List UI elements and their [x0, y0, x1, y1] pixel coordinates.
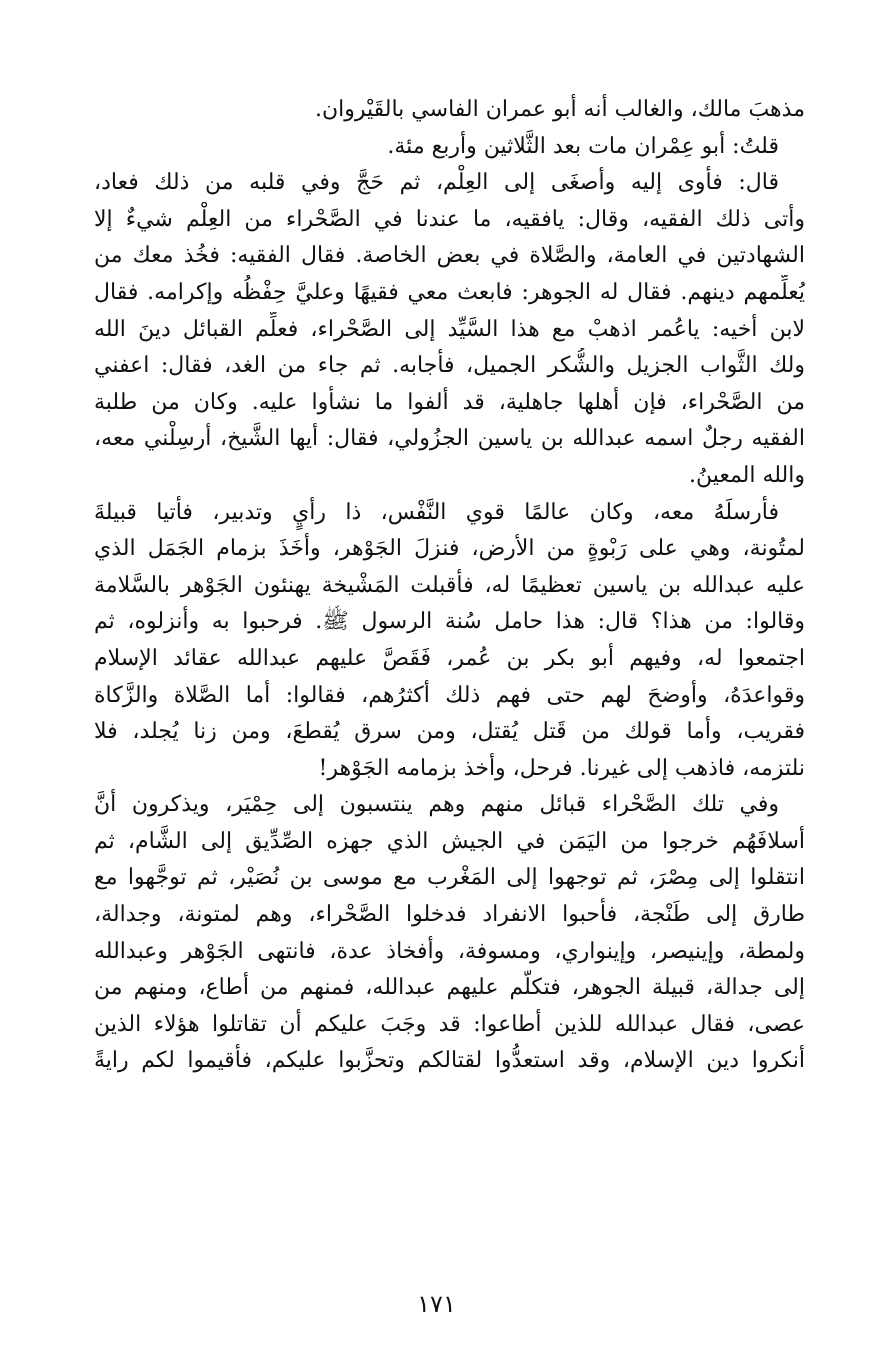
text-line: قال: فأوى إليه وأصغَى إلى العِلْم، ثم حَجَّ وفي قلبه من ذلك فعاد، [94, 170, 779, 196]
text-line: يُعلِّمهم دينهم. فقال له الجوهر: فابعث معي فقيهًا وعليَّ حِفْظُه وإكرامه. فقال [94, 279, 805, 305]
text-line: وأتى ذلك الفقيه، وقال: يافقيه، ما عندنا في الصَّحْراء من العِلْم شيءٌ إلا [94, 206, 805, 232]
text-line: عصى، فقال عبدالله للذين أطاعوا: قد وجَبَ عليكم أن تقاتلوا هؤلاء الذين [94, 1011, 805, 1037]
text-line: أنكروا دين الإسلام، وقد استعدُّوا لقتالكم وتحزَّبوا عليكم، فأقيموا لكم رايةً [94, 1048, 805, 1074]
text-line: من الصَّحْراء، فإن أهلها جاهلية، قد ألفوا ما نشأوا عليه. وكان من طلبة [94, 389, 805, 415]
text-line: الشهادتين في العامة، والصَّلاة في بعض الخاصة. فقال الفقيه: فخُذ معك من [94, 243, 805, 269]
text-line: نلتزمه، فاذهب إلى غيرنا. فرحل، وأخذ بزمامه الجَوْهر! [318, 755, 805, 781]
text-line: لابن أخيه: ياعُمر اذهبْ مع هذا السَّيِّد إلى الصَّحْراء، فعلِّم القبائل دينَ الله [94, 316, 805, 342]
text-line: عليه عبدالله بن ياسين تعظيمًا له، فأقبلت المَشْيخة يهنئون الجَوْهر بالسَّلامة [94, 572, 805, 598]
text-line: فقريب، وأما قولك من قَتل يُقتل، ومن سرق يُقطعَ، ومن زنا يُجلد، فلا [94, 719, 805, 745]
text-line: لمتُونة، وهي على رَبْوةٍ من الأرض، فنزلَ الجَوْهر، وأخَذَ بزمام الجَمَل الذي [94, 536, 805, 562]
text-line: الفقيه رجلٌ اسمه عبدالله بن ياسين الجزُولي، فقال: أيها الشَّيخ، أرسِلْني معه، [94, 426, 805, 452]
text-line: اجتمعوا له، وفيهم أبو بكر بن عُمر، فَقَصَّ عليهم عبدالله عقائد الإسلام [94, 645, 805, 671]
text-line: وفي تلك الصَّحْراء قبائل منهم وهم ينتسبون إلى حِمْيَر، ويذكرون أنَّ [94, 792, 779, 818]
text-line: وقواعدَهُ، وأوضحَ لهم حتى فهم ذلك أكثرُهم، فقالوا: أما الصَّلاة والزَّكاة [94, 682, 805, 708]
text-line: ولمطة، وإينيصر، وإينواري، ومسوفة، وأفخاذ عدة، فانتهى الجَوْهر وعبدالله [94, 938, 805, 964]
text-line: ولك الثَّواب الجزيل والشُّكر الجميل، فأجابه. ثم جاء من الغد، فقال: اعفني [94, 353, 805, 379]
text-line: انتقلوا إلى مِصْرَ، ثم توجهوا إلى المَغْرب مع موسى بن نُصَيْر، ثم توجَّهوا مع [94, 865, 805, 891]
text-line: وقالوا: من هذا؟ قال: هذا حامل سُنة الرسول ﷺ. فرحبوا به وأنزلوه، ثم [94, 609, 805, 635]
text-line: قلتُ: أبو عِمْران مات بعد الثَّلاثين وأربع مئة. [387, 133, 779, 159]
text-line: مذهبَ مالك، والغالب أنه أبو عمران الفاسي بالقَيْروان. [314, 97, 805, 122]
text-line: إلى جدالة، قبيلة الجوهر، فتكلَّم عليهم عبدالله، فمنهم من أطاع، ومنهم من [94, 975, 805, 1001]
body-text [94, 92, 805, 1080]
text-line: طارق إلى طَنْجة، فأحبوا الانفراد فدخلوا الصَّحْراء، وهم لمتونة، وجدالة، [94, 902, 805, 928]
page-number: ١٧١ [417, 1290, 456, 1318]
text-line: أسلافَهُم خرجوا من اليَمَن في الجيش الذي جهزه الصِّدِّيق إلى الشَّام، ثم [94, 828, 805, 854]
text-line: فأرسلَهُ معه، وكان عالمًا قوي النَّفْس، ذا رأيٍ وتدبير، فأتيا قبيلةَ [94, 499, 779, 525]
text-line: والله المعينُ. [688, 462, 805, 488]
